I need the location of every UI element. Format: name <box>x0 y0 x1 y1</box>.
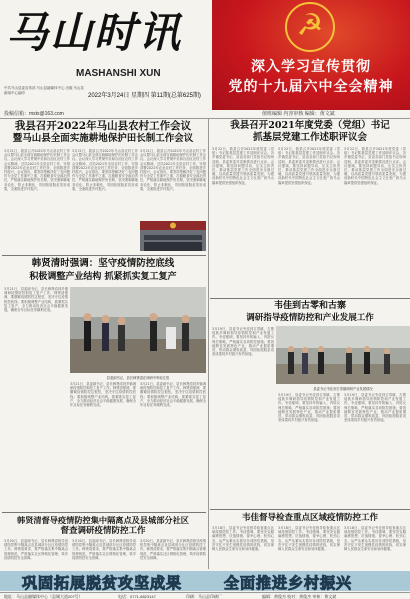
article2-title-line1: 我县召开2021年度党委（党组）书记 <box>230 120 390 131</box>
article6-body-col3: 3月18日，县委书记韦佳督导检查重点区域疫情防控工作。韦佳强调，要坚决克服麻痹思想、厌战情绪、侥幸心理、松劲心态，从严从紧从实抓好各项防控措施，坚决守住不发生规模性疫情的底线，切实保障人民群众生命安全和身体健康。 <box>344 526 406 552</box>
divider <box>2 512 206 513</box>
article2-body-col3: 3月22日，我县召开2021年度党委（党组）书记抓基层党建工作述职评议会。各乡镇党委书记、县直各部门党组书记现场述职，县委常委对述职情况进行点评。会议强调，要坚持问题导向，压实主体责任，推动基层党建工作全面进步全面过硬，以高质量党建引领高质量发展，为建设新时代中国特色社会主义壮美广西马山篇章提供坚强组织保证。 <box>344 147 406 185</box>
article1-body-col2: 3月21日，我县召开2022年马山县农村工作会议暨马山县全面实施耕地保护田长制工作会议。会议深入学习贯彻中央和自治区农村工作会议精神，总结2021年全县农村工作，安排部署2022年农业农村工作任务，全面推进乡村振兴。会议指出，要坚持把解决好三农问题作为全党工作重中之重，扛稳粮食安全政治责任，严格落实耕地保护田长制，坚决遏制耕地非农化、防止非粮化，巩固拓展脱贫攻坚成果，全面推进乡村振兴。 <box>72 149 138 191</box>
footer-editors: 编辑：黄俊杰 校对：黄俊杰 审核：黄文斌 <box>262 594 337 599</box>
article6-body-col1: 3月18日，县委书记韦佳督导检查重点区域疫情防控工作。韦佳强调，要坚决克服麻痹思想、厌战情绪、侥幸心理、松劲心态，从严从紧从实抓好各项防控措施，坚决守住不发生规模性疫情的底线，切实保障人民群众生命安全和身体健康。 <box>212 526 274 552</box>
article5-title-line1: 韩贤清督导疫情防控集中隔离点及县城部分社区 <box>17 515 189 525</box>
article3-body-col1: 3月19日，县委书记韦佳到古零镇、古寨瑶族乡调研指导疫情防控和产业发展工作。韦佳强调，要坚持外防输入、内防反弹总策略，严格落实各项防控措施；要因地制宜发展特色产业，推动产业提质增效，带动群众增收致富，巩固拓展脱贫攻坚成果同乡村振兴有效衔接。 <box>212 327 274 357</box>
article3-body-col3: 3月19日，县委书记韦佳到古零镇、古寨瑶族乡调研指导疫情防控和产业发展工作。韦佳强调，要坚持外防输入、内防反弹总策略，严格落实各项防控措施；要因地制宜发展特色产业，推动产业提质增效，带动群众增收致富，巩固拓展脱贫攻坚成果同乡村振兴有效衔接。 <box>344 393 406 423</box>
article3-photo-caption: 县委书记韦佳到古零镇调研产业发展情况 <box>313 387 373 391</box>
article1-photo <box>140 221 206 251</box>
footer-address: 地址：马山县融媒体中心（县城大道207号） <box>4 594 83 599</box>
article6-body-col2: 3月18日，县委书记韦佳督导检查重点区域疫情防控工作。韦佳强调，要坚决克服麻痹思想、厌战情绪、侥幸心理、松劲心态，从严从紧从实抓好各项防控措施，坚决守住不发生规模性疫情的底线，切实保障人民群众生命安全和身体健康。 <box>278 526 340 552</box>
article5-body-col2: 3月20日，县委副书记、县长韩贤清督导疫情防控集中隔离点及县城部分社区疫情防控工作。韩贤清要求，要严格落实集中隔离点管理规范，严格落实社区网格化管理，筑牢疫情防控安全屏障。 <box>72 539 136 560</box>
article5-title-line2: 督查调研疫情防控工作 <box>60 526 146 536</box>
footer <box>0 592 410 599</box>
article4-photo-caption: 县委副书记、县长韩贤清在调研中听取汇报 <box>106 376 170 380</box>
article2-body-col2: 3月22日，我县召开2021年度党委（党组）书记抓基层党建工作述职评议会。各乡镇党委书记、县直各部门党组书记现场述职，县委常委对述职情况进行点评。会议强调，要坚持问题导向，压实主体责任，推动基层党建工作全面进步全面过硬，以高质量党建引领高质量发展，为建设新时代中国特色社会主义壮美广西马山篇章提供坚强组织保证。 <box>278 147 340 185</box>
footer-phone: 电话：0771-6823147 <box>118 594 156 599</box>
slogan-right: 全面推进乡村振兴 <box>224 574 353 592</box>
article4-photo <box>70 287 206 373</box>
article4-title-line1: 韩贤清时强调：坚守疫情防控底线 <box>31 258 175 269</box>
column-divider <box>208 119 209 569</box>
article3-title-line2: 调研指导疫情防控和产业发展工作 <box>246 313 374 323</box>
article3-title-line1: 韦佳到古零和古寨 <box>273 301 346 311</box>
article4-title-line2: 积极调整产业结构 抓紧抓实复工复产 <box>29 272 177 282</box>
divider <box>210 509 410 510</box>
newspaper-name-en-left: MASHAN <box>76 68 120 79</box>
article1-title-line1: 我县召开2022年马山县农村工作会议 <box>14 120 192 132</box>
article3-photo <box>276 326 410 384</box>
article6-title: 韦佳督导检查重点区域疫情防控工作 <box>241 513 378 523</box>
article2-title-line2: 抓基层党建工作述职评议会 <box>252 132 367 143</box>
divider <box>210 298 410 299</box>
article4-body-col1: 3月21日，县委副书记、县长韩贤清到乡镇调研疫情防控和复工复产工作。韩贤清强调，要绷紧疫情防控这根弦，坚决守住疫情防控底线；要积极调整产业结构，抓紧抓实复工复产，全力推动经济社会平稳健康发展，确保全年目标任务顺利完成。 <box>4 287 68 313</box>
slogan-left: 巩固拓展脱贫攻坚成果 <box>22 574 183 592</box>
banner-slogan-line2: 党的十九届六中全会精神 <box>228 79 394 95</box>
article4-body-col2: 3月21日，县委副书记、县长韩贤清到乡镇调研疫情防控和复工复产工作。韩贤清强调，要绷紧疫情防控这根弦，坚决守住疫情防控底线；要积极调整产业结构，抓紧抓实复工复产，全力推动经济社会平稳健康发展，确保全年目标任务顺利完成。 <box>70 382 136 408</box>
party-emblem-icon: ☭ <box>285 2 335 52</box>
publisher-info: 中共马山县委宣传部 马山县融媒体中心 出版 马山县新闻中心编印 <box>4 86 84 95</box>
article2-body-col1: 3月22日，我县召开2021年度党委（党组）书记抓基层党建工作述职评议会。各乡镇党委书记、县直各部门党组书记现场述职，县委常委对述职情况进行点评。会议强调，要坚持问题导向，压实主体责任，推动基层党建工作全面进步全面过硬，以高质量党建引领高质量发展，为建设新时代中国特色社会主义壮美广西马山篇章提供坚强组织保证。 <box>212 147 274 185</box>
article1-body-col1: 3月21日，我县召开2022年马山县农村工作会议暨马山县全面实施耕地保护田长制工作会议。会议深入学习贯彻中央和自治区农村工作会议精神，总结2021年全县农村工作，安排部署2022年农业农村工作任务，全面推进乡村振兴。会议指出，要坚持把解决好三农问题作为全党工作重中之重，扛稳粮食安全政治责任，严格落实耕地保护田长制，坚决遏制耕地非农化、防止非粮化，巩固拓展脱贫攻坚成果，全面推进乡村振兴。 <box>4 149 70 191</box>
submission-email: 投稿信箱：mstx@163.com <box>4 111 64 117</box>
banner-slogan-line1: 深入学习宣传贯彻 <box>251 59 371 75</box>
article4-body-col3: 3月21日，县委副书记、县长韩贤清到乡镇调研疫情防控和复工复产工作。韩贤清强调，要绷紧疫情防控这根弦，坚决守住疫情防控底线；要积极调整产业结构，抓紧抓实复工复产，全力推动经济社会平稳健康发展，确保全年目标任务顺利完成。 <box>140 382 206 408</box>
newspaper-logo: 马山时讯 <box>6 8 183 57</box>
duty-editor-line: 值班编辑 内容审核 编辑：黄文斌 <box>262 111 335 117</box>
footer-print: 印刷：马山县印刷厂 <box>186 594 222 599</box>
newspaper-name-en-right: SHI XUN <box>120 68 161 79</box>
article5-body-col1: 3月20日，县委副书记、县长韩贤清督导疫情防控集中隔离点及县城部分社区疫情防控工作。韩贤清要求，要严格落实集中隔离点管理规范，严格落实社区网格化管理，筑牢疫情防控安全屏障。 <box>4 539 68 560</box>
article1-body-col3: 3月21日，我县召开2022年马山县农村工作会议暨马山县全面实施耕地保护田长制工作会议。会议深入学习贯彻中央和自治区农村工作会议精神，总结2021年全县农村工作，安排部署2022年农业农村工作任务，全面推进乡村振兴。会议指出，要坚持把解决好三农问题作为全党工作重中之重，扛稳粮食安全政治责任，严格落实耕地保护田长制，坚决遏制耕地非农化、防止非粮化，巩固拓展脱贫攻坚成果，全面推进乡村振兴。 <box>140 149 206 191</box>
article5-body-col3: 3月20日，县委副书记、县长韩贤清督导疫情防控集中隔离点及县城部分社区疫情防控工作。韩贤清要求，要严格落实集中隔离点管理规范，严格落实社区网格化管理，筑牢疫情防控安全屏障。 <box>140 539 206 560</box>
theme-banner <box>212 0 410 110</box>
issue-date-line: 2022年3月24日 星期四 第11期(总第625期) <box>88 93 201 99</box>
article3-body-col2: 3月19日，县委书记韦佳到古零镇、古寨瑶族乡调研指导疫情防控和产业发展工作。韦佳强调，要坚持外防输入、内防反弹总策略，严格落实各项防控措施；要因地制宜发展特色产业，推动产业提质增效，带动群众增收致富，巩固拓展脱贫攻坚成果同乡村振兴有效衔接。 <box>278 393 340 423</box>
article1-title-line2: 暨马山县全面实施耕地保护田长制工作会议 <box>12 133 194 144</box>
divider <box>2 255 206 256</box>
